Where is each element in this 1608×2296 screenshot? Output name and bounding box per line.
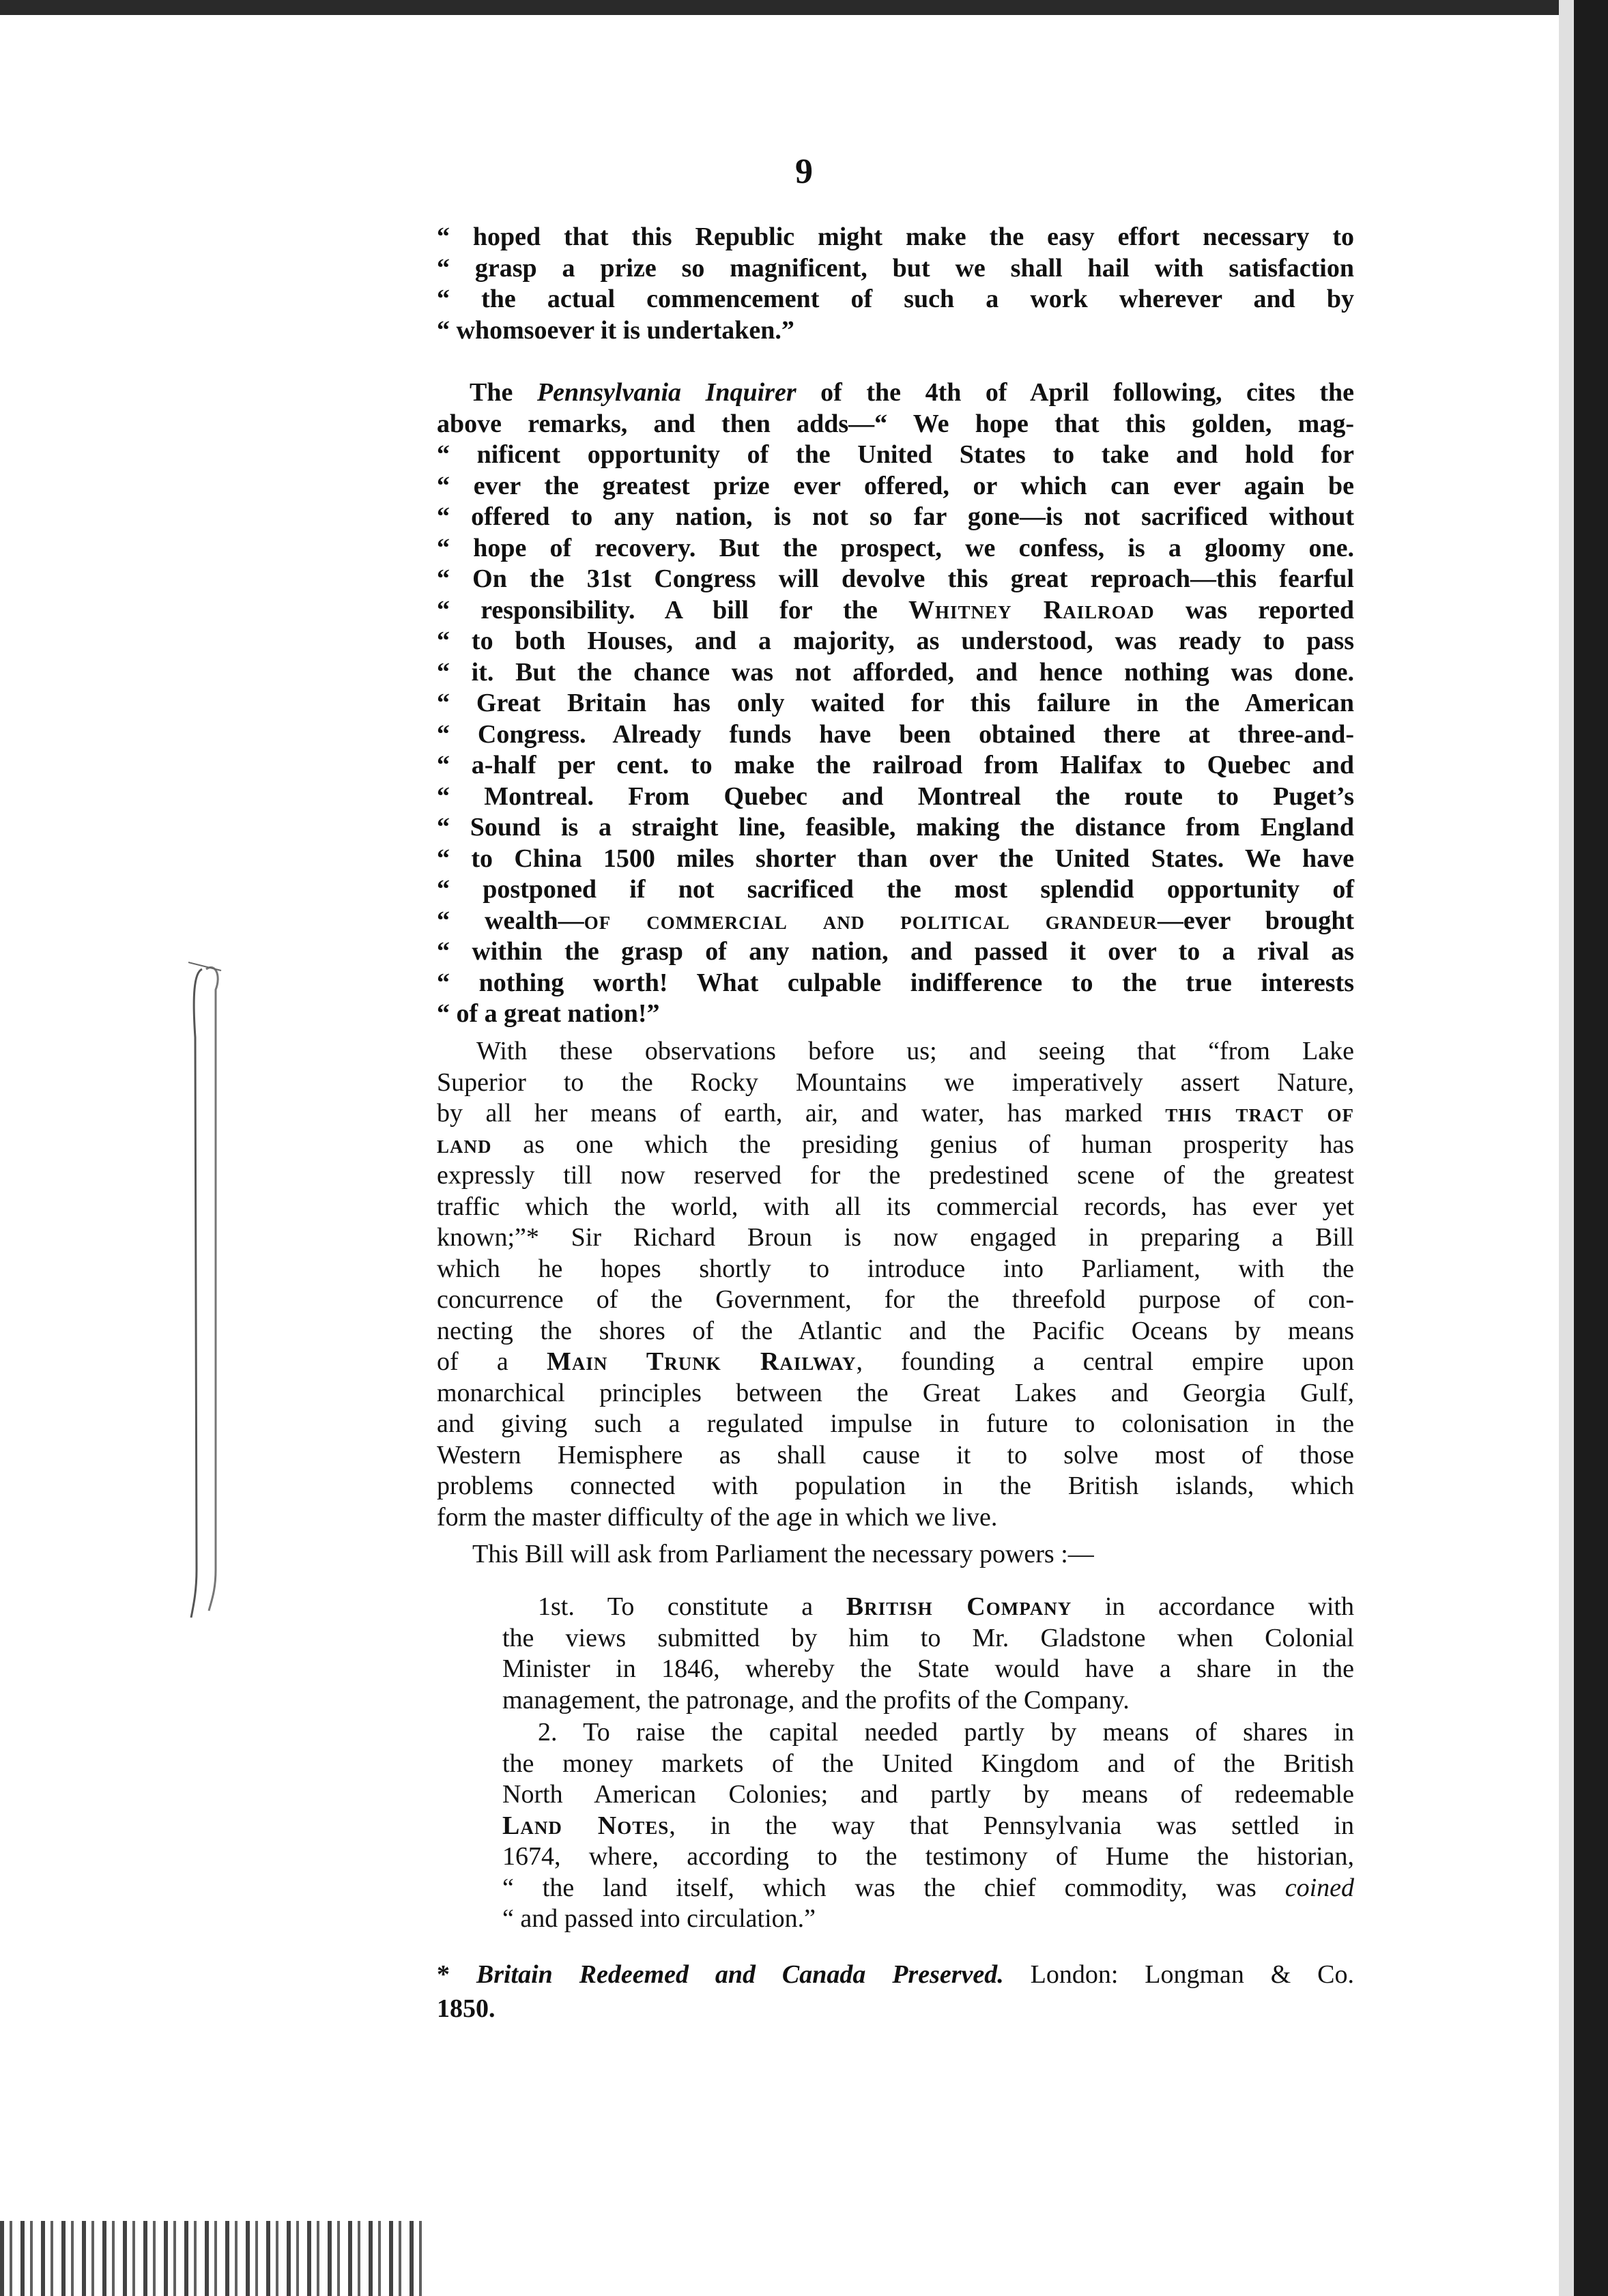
text-line: “ nificent opportunity of the United States to take and hold for	[437, 440, 1354, 469]
text-line: “ Sound is a straight line, feasible, making the distance from England	[437, 813, 1354, 842]
text-fragment: “ responsibility. A bill for the	[437, 595, 909, 625]
list-item-british-company	[502, 1592, 1354, 1716]
text-line: Superior to the Rocky Mountains we imperatively assert Nature,	[437, 1067, 1354, 1097]
text-line	[437, 595, 1354, 627]
text-line: traffic which the world, with all its commercial records, has ever yet	[437, 1192, 1354, 1221]
british-company-term: British Company	[846, 1592, 1072, 1621]
text-line: the views submitted by him to Mr. Gladstone when Colonial	[502, 1623, 1354, 1652]
bill-powers-intro	[437, 1539, 1354, 1570]
text-line: Minister in 1846, whereby the State would have a share in the	[502, 1654, 1354, 1683]
text-line: “ whomsoever it is undertaken.”	[437, 315, 794, 345]
text-line: “ Congress. Already funds have been obtained there at three-and-	[437, 719, 1354, 749]
text-line: “ On the 31st Congress will devolve this great reproach—this fearful	[437, 564, 1354, 593]
scan-border-bottom	[0, 2221, 423, 2296]
footnote-publisher: London: Longman & Co.	[1003, 1960, 1355, 1989]
text-line: necting the shores of the Atlantic and the Pacific Oceans by means	[437, 1316, 1354, 1345]
text-line	[437, 1098, 1354, 1130]
text-line: “ and passed into circulation.”	[502, 1904, 816, 1933]
text-line: Western Hemisphere as shall cause it to solve most of those	[437, 1440, 1354, 1469]
text-fragment: 1st. To constitute a	[538, 1592, 846, 1621]
text-line: “ grasp a prize so magnificent, but we shall hail with satisfaction	[437, 253, 1354, 283]
text-fragment: “ the land itself, which was the chief commodity, was	[502, 1873, 1285, 1902]
footnote-line	[437, 1957, 1354, 1992]
text-line	[437, 906, 1354, 937]
text-line: problems connected with population in the British islands, which	[437, 1472, 1354, 1500]
text-fragment: The	[470, 378, 537, 407]
text-fragment: “ wealth—	[437, 906, 584, 935]
footnote-marker: *	[437, 1960, 476, 1989]
text-line: management, the patronage, and the profits of the Company.	[502, 1685, 1130, 1714]
publication-title: Pennsylvania Inquirer	[536, 378, 796, 407]
text-fragment: of the 4th of April following, cites the	[796, 378, 1354, 407]
footnote	[437, 1957, 1354, 2026]
observations-paragraph	[437, 1036, 1354, 1533]
text-line: “ within the grasp of any nation, and passed it over to a rival as	[437, 937, 1354, 966]
text-fragment: as one which the presiding genius of human prosperity has	[491, 1130, 1354, 1159]
text-fragment: in accordance with	[1072, 1592, 1354, 1621]
tract-phrase: this tract of	[1165, 1099, 1354, 1128]
text-line	[437, 377, 1354, 409]
page-fold-shadow	[1559, 0, 1574, 2296]
coined-word: coined	[1284, 1873, 1354, 1902]
text-fragment: , in the way that Pennsylvania was settled in	[669, 1811, 1354, 1840]
text-line: “ postponed if not sacrificed the most splendid opportunity of	[437, 875, 1354, 904]
text-line	[437, 1347, 1354, 1378]
main-trunk-railway: Main Trunk Railway	[546, 1347, 857, 1376]
text-line: expressly till now reserved for the predestined scene of the greatest	[437, 1161, 1354, 1190]
binding-thread-mark	[188, 956, 222, 1624]
footnote-year: 1850.	[437, 1994, 496, 2023]
text-line: “ to China 1500 miles shorter than over the United States. We have	[437, 844, 1354, 873]
text-line	[502, 1811, 1354, 1842]
text-line: “ hope of recovery. But the prospect, we confess, is a gloomy one.	[437, 533, 1354, 562]
text-line: 1674, where, according to the testimony of Hume the historian,	[502, 1842, 1354, 1871]
list-item-raise-capital	[502, 1717, 1354, 1935]
footnote-book-title: Britain Redeemed and Canada Preserved.	[476, 1960, 1004, 1989]
text-fragment: by all her means of earth, air, and water, has marked	[437, 1099, 1166, 1128]
scan-border-right	[1574, 0, 1608, 2296]
pennsylvania-inquirer-paragraph	[437, 377, 1354, 1030]
text-line: North American Colonies; and partly by means of redeemable	[502, 1780, 1354, 1809]
text-line: above remarks, and then adds—“ We hope that this golden, mag-	[437, 409, 1354, 438]
text-line: monarchical principles between the Great Lakes and Georgia Gulf,	[437, 1378, 1354, 1407]
text-line: “ the actual commencement of such a work wherever and by	[437, 285, 1354, 313]
text-line: “ of a great nation!”	[437, 999, 660, 1028]
text-line: concurrence of the Government, for the threefold purpose of con-	[437, 1285, 1354, 1314]
text-fragment: was reported	[1154, 595, 1355, 625]
text-line: “ ever the greatest prize ever offered, or which can ever again be	[437, 471, 1354, 500]
text-line: “ Montreal. From Quebec and Montreal the route to Puget’s	[437, 781, 1354, 811]
text-line: “ offered to any nation, is not so far gone—is not sacrificed without	[437, 502, 1354, 531]
text-fragment: of a	[437, 1347, 547, 1376]
text-line: known;”* Sir Richard Broun is now engaged in preparing a Bill	[437, 1223, 1354, 1252]
tract-phrase-end: land	[437, 1130, 492, 1159]
text-fragment: , founding a central empire upon	[856, 1347, 1355, 1376]
land-notes-term: Land Notes	[502, 1811, 670, 1840]
text-line: With these observations before us; and seeing that “from Lake	[476, 1037, 1354, 1065]
text-line: “ hoped that this Republic might make the easy effort necessary to	[437, 223, 1354, 251]
text-line: “ to both Houses, and a majority, as understood, was ready to pass	[437, 627, 1354, 655]
text-line: “ nothing worth! What culpable indifference to the true interests	[437, 968, 1354, 997]
grandeur-phrase: of commercial and political grandeur	[584, 906, 1158, 935]
text-line: the money markets of the United Kingdom and of the British	[502, 1749, 1354, 1778]
text-line: This Bill will ask from Parliament the necessary powers :—	[472, 1540, 1094, 1568]
railroad-name: Whitney Railroad	[908, 595, 1155, 625]
text-line: “ it. But the chance was not afforded, and hence nothing was done.	[437, 657, 1354, 687]
text-line: and giving such a regulated impulse in future to colonisation in the	[437, 1409, 1354, 1438]
text-line: which he hopes shortly to introduce into Parliament, with the	[437, 1254, 1354, 1283]
text-line: form the master difficulty of the age in which we live.	[437, 1502, 998, 1532]
quote-continuation-paragraph	[437, 222, 1354, 346]
text-line: “ Great Britain has only waited for this failure in the American	[437, 689, 1354, 717]
text-line	[502, 1873, 1354, 1904]
text-line: “ a-half per cent. to make the railroad from Halifax to Quebec and	[437, 751, 1354, 779]
text-line	[502, 1592, 1354, 1623]
text-line: 2. To raise the capital needed partly by means of shares in	[538, 1718, 1354, 1747]
page-number: 9	[795, 152, 813, 191]
text-line	[437, 1130, 1354, 1161]
scan-border-top	[0, 0, 1608, 15]
text-fragment: —ever brought	[1157, 906, 1355, 935]
